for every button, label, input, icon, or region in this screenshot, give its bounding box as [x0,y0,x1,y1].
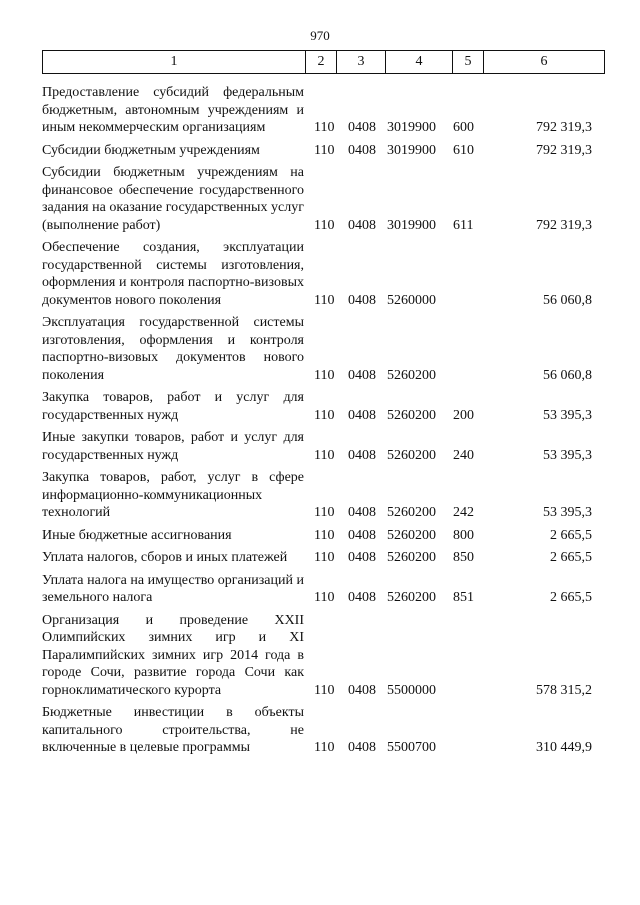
column-header-5: 5 [453,51,484,74]
row-section-code: 0408 [348,367,376,383]
row-adm-code: 110 [314,120,335,135]
row-section-code: 0408 [348,292,376,308]
row-amount: 578 315,2 [536,682,592,698]
column-header-table [42,50,605,74]
row-amount: 2 665,5 [550,527,592,543]
row-name: Иные бюджетные ассигнования [42,527,232,543]
row-amount: 310 449,9 [536,740,592,755]
row-name: Организация и проведение XXII Олимпийских зимних игр и XI Паралимпийских зимних игр 2014 года в городе Сочи, развитие города Сочи как горноклиматического курорта [42,612,304,698]
row-section-code: 0408 [348,407,376,423]
row-target-code: 5260200 [387,505,436,520]
row-type-code: 200 [453,407,474,423]
row-name: Уплата налогов, сборов и иных платежей [42,550,288,565]
table-row [42,314,598,384]
row-adm-code: 110 [314,682,335,698]
row-adm-code: 110 [314,142,335,158]
row-adm-code: 110 [314,217,335,233]
table-row [42,527,598,545]
row-target-code: 5260200 [387,367,436,383]
row-adm-code: 110 [314,527,335,543]
row-target-code: 5260200 [387,447,436,463]
table-row [42,239,598,309]
row-type-code: 240 [453,447,474,463]
row-name: Уплата налога на имущество организаций и земельного налога [42,572,304,605]
column-header-6: 6 [484,51,605,74]
row-amount: 53 395,3 [543,407,592,423]
row-amount: 56 060,8 [543,292,592,308]
table-row [42,704,598,757]
row-name: Закупка товаров, работ, услуг в сфере информационно-коммуникационных технологий [42,470,304,520]
row-section-code: 0408 [348,590,376,605]
table-row [42,84,598,137]
row-target-code: 3019900 [387,217,436,233]
row-section-code: 0408 [348,120,376,135]
row-name: Бюджетные инвестиции в объекты капитального строительства, не включенные в целевые программы [42,705,304,755]
row-target-code: 5260200 [387,407,436,423]
row-amount: 792 319,3 [536,120,592,135]
row-section-code: 0408 [348,682,376,698]
row-amount: 792 319,3 [536,142,592,158]
row-target-code: 5260200 [387,550,436,565]
row-amount: 56 060,8 [543,367,592,383]
row-type-code: 610 [453,142,474,158]
row-target-code: 3019900 [387,120,436,135]
row-adm-code: 110 [314,590,335,605]
table-row [42,572,598,607]
page-number: 970 [310,28,330,43]
column-header-2: 2 [306,51,337,74]
row-name: Субсидии бюджетным учреждениям [42,142,260,158]
column-header-4: 4 [386,51,453,74]
row-section-code: 0408 [348,505,376,520]
table-row [42,429,598,464]
row-name: Субсидии бюджетным учреждениям на финансовое обеспечение государственного задания на оказание государственных услуг (выполнение работ) [42,165,304,233]
row-section-code: 0408 [348,550,376,565]
row-target-code: 5260200 [387,590,436,605]
row-amount: 2 665,5 [550,590,592,605]
row-name: Обеспечение создания, эксплуатации государственной системы изготовления, оформления и контроля паспортно-визовых документов нового поколения [42,240,304,308]
table-row [42,164,598,234]
row-adm-code: 110 [314,367,335,383]
column-header-3: 3 [337,51,386,74]
table-row [42,469,598,522]
table-row [42,612,598,700]
row-adm-code: 110 [314,407,335,423]
row-amount: 2 665,5 [550,550,592,565]
row-name: Закупка товаров, работ и услуг для государственных нужд [42,390,304,423]
row-section-code: 0408 [348,527,376,543]
table-row [42,389,598,424]
row-amount: 792 319,3 [536,217,592,233]
row-type-code: 851 [453,590,474,605]
row-adm-code: 110 [314,550,335,565]
budget-table-body [42,84,598,762]
row-section-code: 0408 [348,142,376,158]
row-section-code: 0408 [348,217,376,233]
row-section-code: 0408 [348,447,376,463]
row-amount: 53 395,3 [543,505,592,520]
table-row [42,142,598,160]
row-target-code: 5260000 [387,292,436,308]
row-type-code: 800 [453,527,474,543]
row-amount: 53 395,3 [543,447,592,463]
row-adm-code: 110 [314,447,335,463]
row-name: Эксплуатация государственной системы изготовления, оформления и контроля паспортно-визовых документов нового поколения [42,315,304,383]
row-target-code: 5500000 [387,682,436,698]
row-target-code: 3019900 [387,142,436,158]
row-type-code: 611 [453,217,474,233]
column-header-1: 1 [43,51,306,74]
row-target-code: 5500700 [387,740,436,755]
row-type-code: 242 [453,505,474,520]
row-adm-code: 110 [314,292,335,308]
table-row [42,549,598,567]
row-target-code: 5260200 [387,527,436,543]
row-name: Предоставление субсидий федеральным бюджетным, автономным учреждениям и иным некоммерческим организациям [42,85,304,135]
row-adm-code: 110 [314,740,335,755]
row-type-code: 600 [453,120,474,135]
row-section-code: 0408 [348,740,376,755]
row-name: Иные закупки товаров, работ и услуг для государственных нужд [42,430,304,463]
row-type-code: 850 [453,550,474,565]
row-adm-code: 110 [314,505,335,520]
